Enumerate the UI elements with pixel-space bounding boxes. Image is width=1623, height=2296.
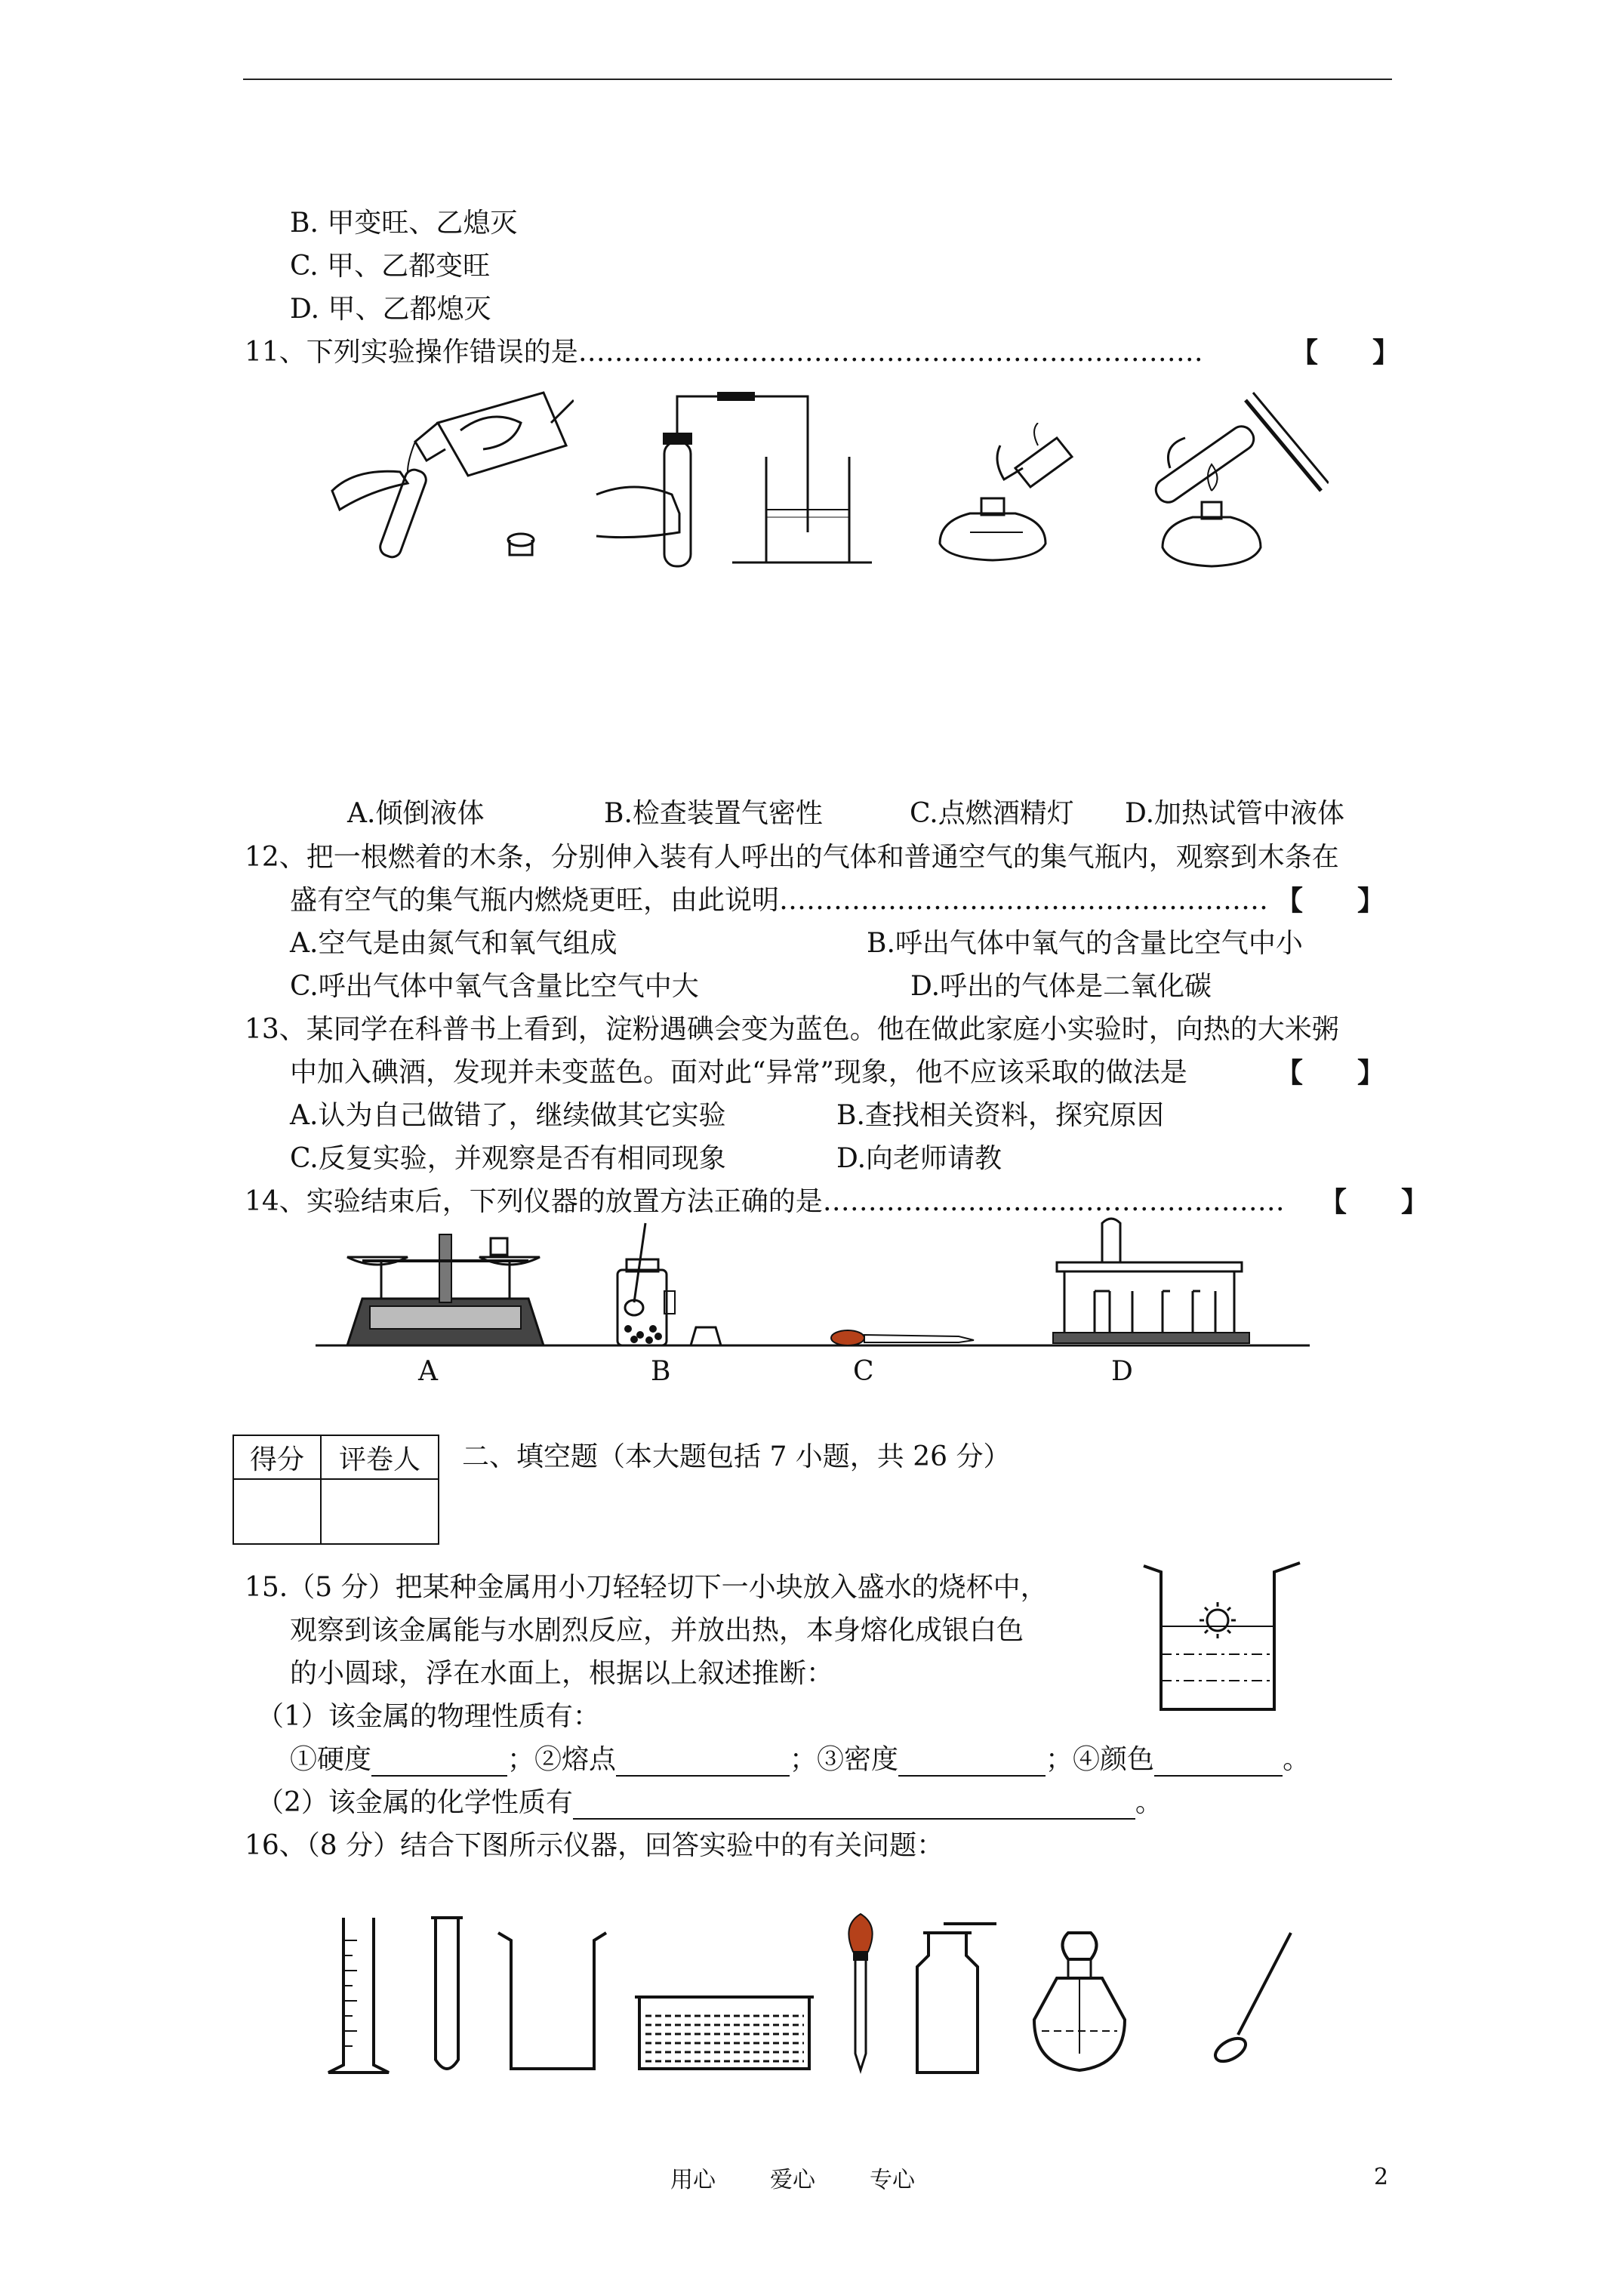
lighting-alcohol-lamp-figure	[925, 423, 1076, 570]
q11-caption-a: A.倾倒液体	[347, 798, 485, 829]
page-number: 2	[1374, 2164, 1389, 2190]
q14-label-a: A	[418, 1356, 438, 1387]
graduated-cylinder-icon	[328, 1918, 389, 2073]
heating-test-tube-figure	[1140, 378, 1329, 574]
q15-line3: 的小圆球，浮在水面上，根据以上叙述推断：	[290, 1658, 834, 1689]
spoon-icon	[1212, 1933, 1291, 2066]
q14-answer-bracket: 【 】	[1320, 1186, 1429, 1218]
q15-density-blank[interactable]	[898, 1749, 1046, 1777]
q15-hardness-blank[interactable]	[371, 1749, 507, 1777]
q13-option-b: B.查找相关资料，探究原因	[836, 1100, 1164, 1131]
q12-option-a: A.空气是由氮气和氧气组成	[290, 928, 617, 959]
q15-sub1: （1）该金属的物理性质有：	[257, 1701, 600, 1732]
reagent-bottle-figure	[617, 1223, 721, 1345]
alcohol-lamp-icon	[1034, 1933, 1125, 2070]
q15-line2: 观察到该金属能与水剧烈反应，并放出热，本身熔化成银白色	[290, 1615, 1024, 1646]
q11-caption-d: D.加热试管中液体	[1125, 798, 1345, 829]
airtightness-check-figure	[589, 381, 876, 570]
dropper-figure	[831, 1330, 974, 1345]
score-cell	[233, 1479, 321, 1544]
q12-stem-line2: 盛有空气的集气瓶内燃烧更旺，由此说明………………………………………………	[290, 885, 1269, 916]
water-trough-icon	[635, 1997, 814, 2069]
balance-figure	[347, 1234, 544, 1345]
q15-end-mark: 。	[1283, 1744, 1310, 1775]
q15-melting-blank[interactable]	[616, 1749, 790, 1777]
q15-end-mark-2: 。	[1135, 1787, 1163, 1818]
q10-option-b: B. 甲变旺、乙熄灭	[290, 208, 518, 239]
q10-option-d: D. 甲、乙都熄灭	[290, 294, 491, 325]
footer-motto-2: 爱心	[770, 2167, 815, 2193]
q12-option-b: B.呼出气体中氧气的含量比空气中小	[867, 928, 1303, 959]
q15-color-blank[interactable]	[1154, 1749, 1283, 1777]
grader-header: 评卷人	[321, 1435, 439, 1479]
q13-stem-line1: 13、某同学在科普书上看到，淀粉遇碘会变为蓝色。他在做此家庭小实验时，向热的大米粥	[245, 1014, 1339, 1045]
q13-stem-line2: 中加入碘酒，发现并未变蓝色。面对此“异常”现象，他不应该采取的做法是	[290, 1057, 1187, 1088]
gas-bottle-icon	[917, 1924, 996, 2073]
q15-color-label: ；④颜色	[1046, 1744, 1155, 1775]
q15-line1: 15.（5 分）把某种金属用小刀轻轻切下一小块放入盛水的烧杯中，	[245, 1572, 1048, 1603]
q11-stem: 11、下列实验操作错误的是……………………………………………………………	[245, 337, 1203, 368]
q15-melting-label: ；②熔点	[507, 1744, 617, 1775]
footer-motto-3: 专心	[870, 2167, 915, 2193]
beaker-icon	[498, 1933, 606, 2069]
q16-stem: 16、（8 分）结合下图所示仪器，回答实验中的有关问题：	[245, 1830, 944, 1861]
q14-stem: 14、实验结束后，下列仪器的放置方法正确的是……………………………………………	[245, 1186, 1285, 1217]
q15-sub2: （2）该金属的化学性质有	[257, 1787, 573, 1818]
q15-physical-properties-row	[290, 1743, 1310, 1777]
header-rule	[243, 79, 1392, 80]
q15-chemical-blank[interactable]	[573, 1792, 1135, 1820]
test-tube-icon	[431, 1918, 463, 2069]
footer-motto-1: 用心	[670, 2167, 716, 2193]
q13-option-c: C.反复实验，并观察是否有相同现象	[290, 1143, 726, 1174]
section2-title: 二、填空题（本大题包括 7 小题，共 26 分）	[462, 1441, 1011, 1472]
q14-label-b: B	[651, 1356, 671, 1387]
grader-cell	[321, 1479, 439, 1544]
q12-answer-bracket: 【 】	[1276, 885, 1385, 917]
q12-option-c: C.呼出气体中氧气含量比空气中大	[290, 971, 699, 1002]
q13-option-a: A.认为自己做错了，继续做其它实验	[290, 1100, 726, 1131]
q16-apparatus-row	[313, 1910, 1310, 2080]
q15-hardness-label: ①硬度	[290, 1744, 372, 1775]
dropper-icon	[848, 1914, 872, 2070]
q12-stem-line1: 12、把一根燃着的木条，分别伸入装有人呼出的气体和普通空气的集气瓶内，观察到木条在	[245, 842, 1339, 873]
q15-density-label: ；③密度	[790, 1744, 899, 1775]
q13-option-d: D.向老师请教	[836, 1143, 1002, 1174]
q11-answer-bracket: 【 】	[1291, 337, 1400, 368]
q10-option-c: C. 甲、乙都变旺	[290, 251, 491, 282]
q11-caption-b: B.检查装置气密性	[604, 798, 823, 829]
q12-option-d: D.呼出的气体是二氧化碳	[910, 971, 1212, 1002]
pouring-liquid-figure	[325, 378, 574, 566]
q11-caption-c: C.点燃酒精灯	[910, 798, 1074, 829]
q13-answer-bracket: 【 】	[1276, 1057, 1385, 1089]
q14-label-d: D	[1111, 1356, 1133, 1387]
q14-label-c: C	[853, 1356, 874, 1387]
q14-figure-row	[310, 1216, 1313, 1351]
score-header: 得分	[233, 1435, 321, 1479]
score-table	[233, 1435, 439, 1545]
q15-chemical-row	[257, 1786, 1163, 1820]
test-tube-rack-figure	[1053, 1219, 1249, 1343]
beaker-with-metal-figure	[1140, 1560, 1302, 1715]
